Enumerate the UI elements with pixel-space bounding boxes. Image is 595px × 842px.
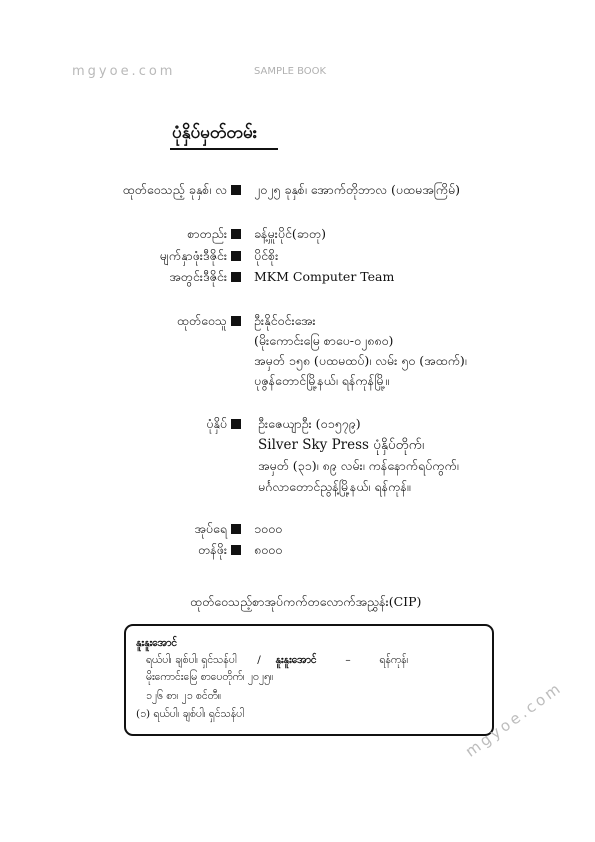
author-row: [0, 224, 595, 244]
cip-title: ထုတ်ဝေသည့်စာအုပ်ကက်တလောက်အညွှန်း(CIP): [190, 594, 422, 609]
cip-box: [124, 624, 494, 736]
publication-date-row: [0, 180, 595, 200]
square-bullet-icon: [231, 229, 241, 239]
cip-entry-author: နူးနူးအောင်: [275, 654, 317, 666]
copies-row: [0, 519, 595, 539]
price-row: [0, 540, 595, 560]
inner-design-label: အတွင်းဒီဇိုင်း: [169, 269, 227, 284]
cip-separator: –: [345, 654, 351, 666]
square-bullet-icon: [231, 316, 241, 326]
watermark-bottom: mgyoe.com: [462, 678, 566, 761]
copies-label: အုပ်ရေ: [194, 521, 227, 536]
inner-design-row: [0, 267, 595, 287]
price-label: တန်ဖိုး: [198, 542, 227, 557]
square-bullet-icon: [231, 251, 241, 261]
cip-book-title: ရယ်ပါ၊ ချစ်ပါ၊ ရှင်သန်ပါ: [146, 654, 237, 666]
cip-publisher-line: မိုးကောင်းမြေ စာပေတိုက်၊ ၂၀၂၅။: [146, 671, 274, 683]
publisher-line: (မိုးကောင်းမြေ စာပေ-၀၂၈၈၀): [254, 333, 394, 348]
printer-line: မင်္ဂလာတောင်ညွန့်မြို့နယ်၊ ရန်ကုန်။: [258, 479, 411, 494]
publication-date-value: ၂၀၂၅ ခုနှစ်၊ အောက်တိုဘာလ (ပထမအကြိမ်): [254, 182, 461, 197]
price-value: ၈၀၀၀: [254, 542, 283, 557]
square-bullet-icon: [231, 419, 241, 429]
cover-design-value: ပိုင်စိုး: [254, 248, 279, 263]
square-bullet-icon: [231, 545, 241, 555]
title-underline: [170, 148, 278, 150]
cip-entry-line: [146, 653, 408, 668]
cip-place: ရန်ကုန်၊: [379, 654, 409, 666]
cip-author-name: နူးနူးအောင်: [136, 637, 178, 649]
publisher-line: အမှတ် ၁၅၈ (ပထမထပ်)၊ လမ်း ၅၀ (အထက်)၊: [254, 353, 467, 368]
square-bullet-icon: [231, 185, 241, 195]
printer-details: [258, 414, 578, 498]
square-bullet-icon: [231, 272, 241, 282]
publisher-details: [254, 311, 574, 391]
publisher-line: ဦးနိုင်ဝင်းအေး: [254, 313, 316, 328]
cover-design-label: မျက်နှာဖုံးဒီဇိုင်း: [159, 248, 227, 263]
publication-date-label: ထုတ်ဝေသည့် ခုနှစ်၊ လ: [122, 182, 227, 197]
inner-design-value: MKM Computer Team: [254, 269, 395, 284]
publisher-label: ထုတ်ဝေသူ: [176, 313, 227, 328]
sample-book-label: SAMPLE BOOK: [254, 66, 327, 77]
cip-pages-line: ၁၂၆ စာ၊ ၂၁ စင်တီ။: [146, 690, 222, 702]
square-bullet-icon: [231, 524, 241, 534]
printer-line: အမှတ် (၃၁)၊ ၈၉ လမ်း၊ ကန်နောက်ရပ်ကွက်၊: [258, 458, 459, 473]
publisher-line: ပုဇွန်တောင်မြို့နယ်၊ ရန်ကုန်မြို့။: [254, 373, 390, 388]
cip-subject-line: (၁) ရယ်ပါ၊ ချစ်ပါ၊ ရှင်သန်ပါ: [136, 708, 244, 720]
printer-label: ပုံနှိပ်: [206, 416, 227, 431]
cover-design-row: [0, 246, 595, 266]
page-title: ပုံနှိပ်မှတ်တမ်း: [172, 123, 258, 143]
printer-line: ဦးဇေယျာဦး (၀၁၅၇၉): [258, 416, 361, 431]
printer-line: Silver Sky Press ပုံနှိပ်တိုက်၊: [258, 437, 425, 453]
watermark-top: mgyoe.com: [72, 64, 176, 79]
author-label: စာတည်း: [187, 226, 227, 241]
copies-value: ၁၀၀၀: [254, 521, 283, 536]
cip-separator: /: [257, 654, 261, 666]
author-value: ခန့်မှူးပိုင်(ခာတု): [254, 226, 326, 241]
